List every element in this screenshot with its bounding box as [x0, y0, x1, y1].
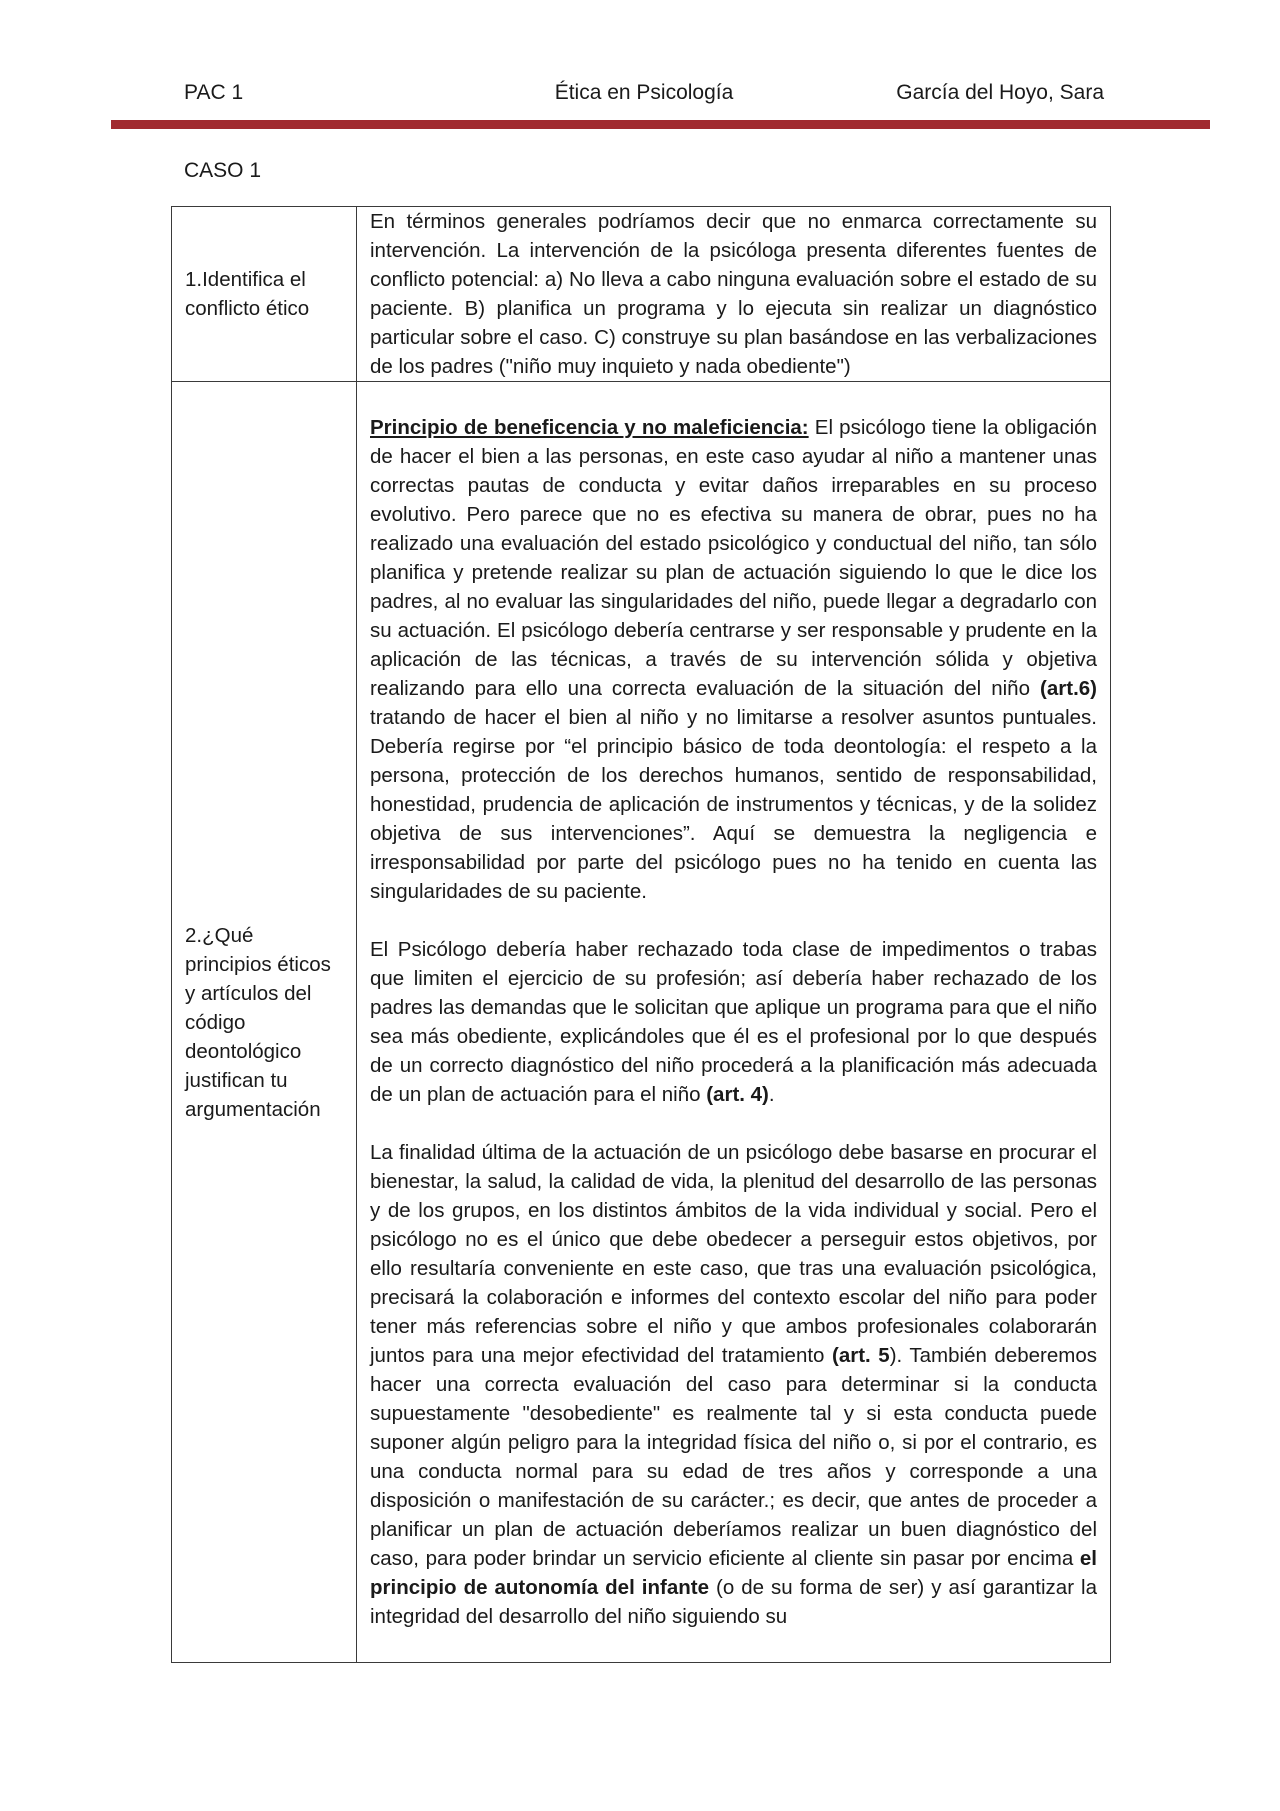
- paragraph-text: tratando de hacer el bien al niño y no limitarse a resolver asuntos puntuales. Debería regirse por “el principio básico de toda deontología: el respeto a la persona, protección de los derechos humanos, sentido de responsabilidad, honestidad, prudencia de aplicación de instrumentos y técnicas, y de la solidez objetiva de sus intervenciones”. Aquí se demuestra la negligencia e irresponsabilidad por parte del psicólogo pues no ha tenido en cuenta las singularidades de su paciente.: [370, 706, 1097, 903]
- header-rule: [111, 120, 1210, 129]
- row2-content: [357, 382, 1111, 1663]
- case-table: [171, 206, 1111, 1663]
- article-ref: (art.6): [1040, 677, 1097, 700]
- header-subject: Ética en Psicología: [554, 81, 734, 104]
- article-ref: (art. 4): [706, 1083, 769, 1106]
- case-title: CASO 1: [184, 159, 262, 182]
- paragraph-text: El psicólogo tiene la obligación de hacer el bien a las personas, en este caso ayudar al niño a mantener unas correctas pautas de conducta y evitar daños irreparables en su proceso evolutivo. Pero parece que no es efectiva su manera de obrar, pues no ha realizado una evaluación del estado psicológico y conductual del niño, tan sólo planifica y pretende realizar su plan de actuación siguiendo lo que le dice los padres, al no evaluar las singularidades del niño, puede llegar a degradarlo con su actuación. El psicólogo debería centrarse y ser responsable y prudente en la aplicación de las técnicas, a través de su intervención sólida y objetiva realizando para ello una correcta evaluación de la situación del niño: [370, 416, 1097, 700]
- principle-heading: Principio de beneficencia y no maleficiencia:: [370, 416, 809, 439]
- table-row: [172, 207, 1111, 382]
- principle-bold: el principio de autonomía del infante: [370, 1547, 1097, 1599]
- row1-content: [357, 207, 1111, 382]
- paragraph-text: (o de su forma de ser) y así garantizar la integridad del desarrollo del niño siguiendo su: [370, 1576, 1097, 1628]
- row2-paragraph-2: [370, 935, 1097, 1109]
- row2-label: 2.¿Qué principios éticos y artículos del código deontológico justifican tu argumentación: [172, 382, 357, 1663]
- row1-paragraph: En términos generales podríamos decir que no enmarca correctamente su intervención. La intervención de la psicóloga presenta diferentes fuentes de conflicto potencial: a) No lleva a cabo ninguna evaluación sobre el estado de su paciente. B) planifica un programa y lo ejecuta sin realizar un diagnóstico particular sobre el caso. C) construye su plan basándose en las verbalizaciones de los padres ("niño muy inquieto y nada obediente"): [370, 210, 1097, 378]
- table-row: [172, 382, 1111, 1663]
- row2-paragraph-1: [370, 413, 1097, 906]
- paragraph-text: .: [768, 1083, 775, 1106]
- page-header: [184, 78, 1104, 108]
- paragraph-text: ). También deberemos hacer una correcta evaluación del caso para determinar si la conducta supuestamente "desobediente" es realmente tal y si esta conducta puede suponer algún peligro para la integridad física del niño o, si por el contrario, es una conducta normal para su edad de tres años y corresponde a una disposición o manifestación de su carácter.; es decir, que antes de proceder a planificar un plan de actuación deberíamos realizar un buen diagnóstico del caso, para poder brindar un servicio eficiente al cliente sin pasar por encima: [370, 1344, 1097, 1570]
- article-ref: (art. 5: [832, 1344, 890, 1367]
- paragraph-text: El Psicólogo debería haber rechazado toda clase de impedimentos o trabas que limiten el ejercicio de su profesión; así debería haber rechazado de los padres las demandas que le solicitan que aplique un programa para que el niño sea más obediente, explicándoles que él es el profesional por lo que después de un correcto diagnóstico del niño procederá a la planificación más adecuada de un plan de actuación para el niño: [370, 938, 1097, 1106]
- header-course: PAC 1: [184, 81, 244, 104]
- row2-paragraph-3: [370, 1138, 1097, 1631]
- paragraph-text: La finalidad última de la actuación de un psicólogo debe basarse en procurar el bienestar, la salud, la calidad de vida, la plenitud del desarrollo de las personas y de los grupos, en los distintos ámbitos de la vida individual y social. Pero el psicólogo no es el único que debe obedecer a perseguir estos objetivos, por ello resultaría conveniente en este caso, que tras una evaluación psicológica, precisará la colaboración e informes del contexto escolar del niño para poder tener más referencias sobre el niño y que ambos profesionales colaborarán juntos para una mejor efectividad del tratamiento: [370, 1141, 1097, 1367]
- header-author: García del Hoyo, Sara: [896, 81, 1104, 104]
- row1-label: 1.Identifica el conflicto ético: [172, 207, 357, 382]
